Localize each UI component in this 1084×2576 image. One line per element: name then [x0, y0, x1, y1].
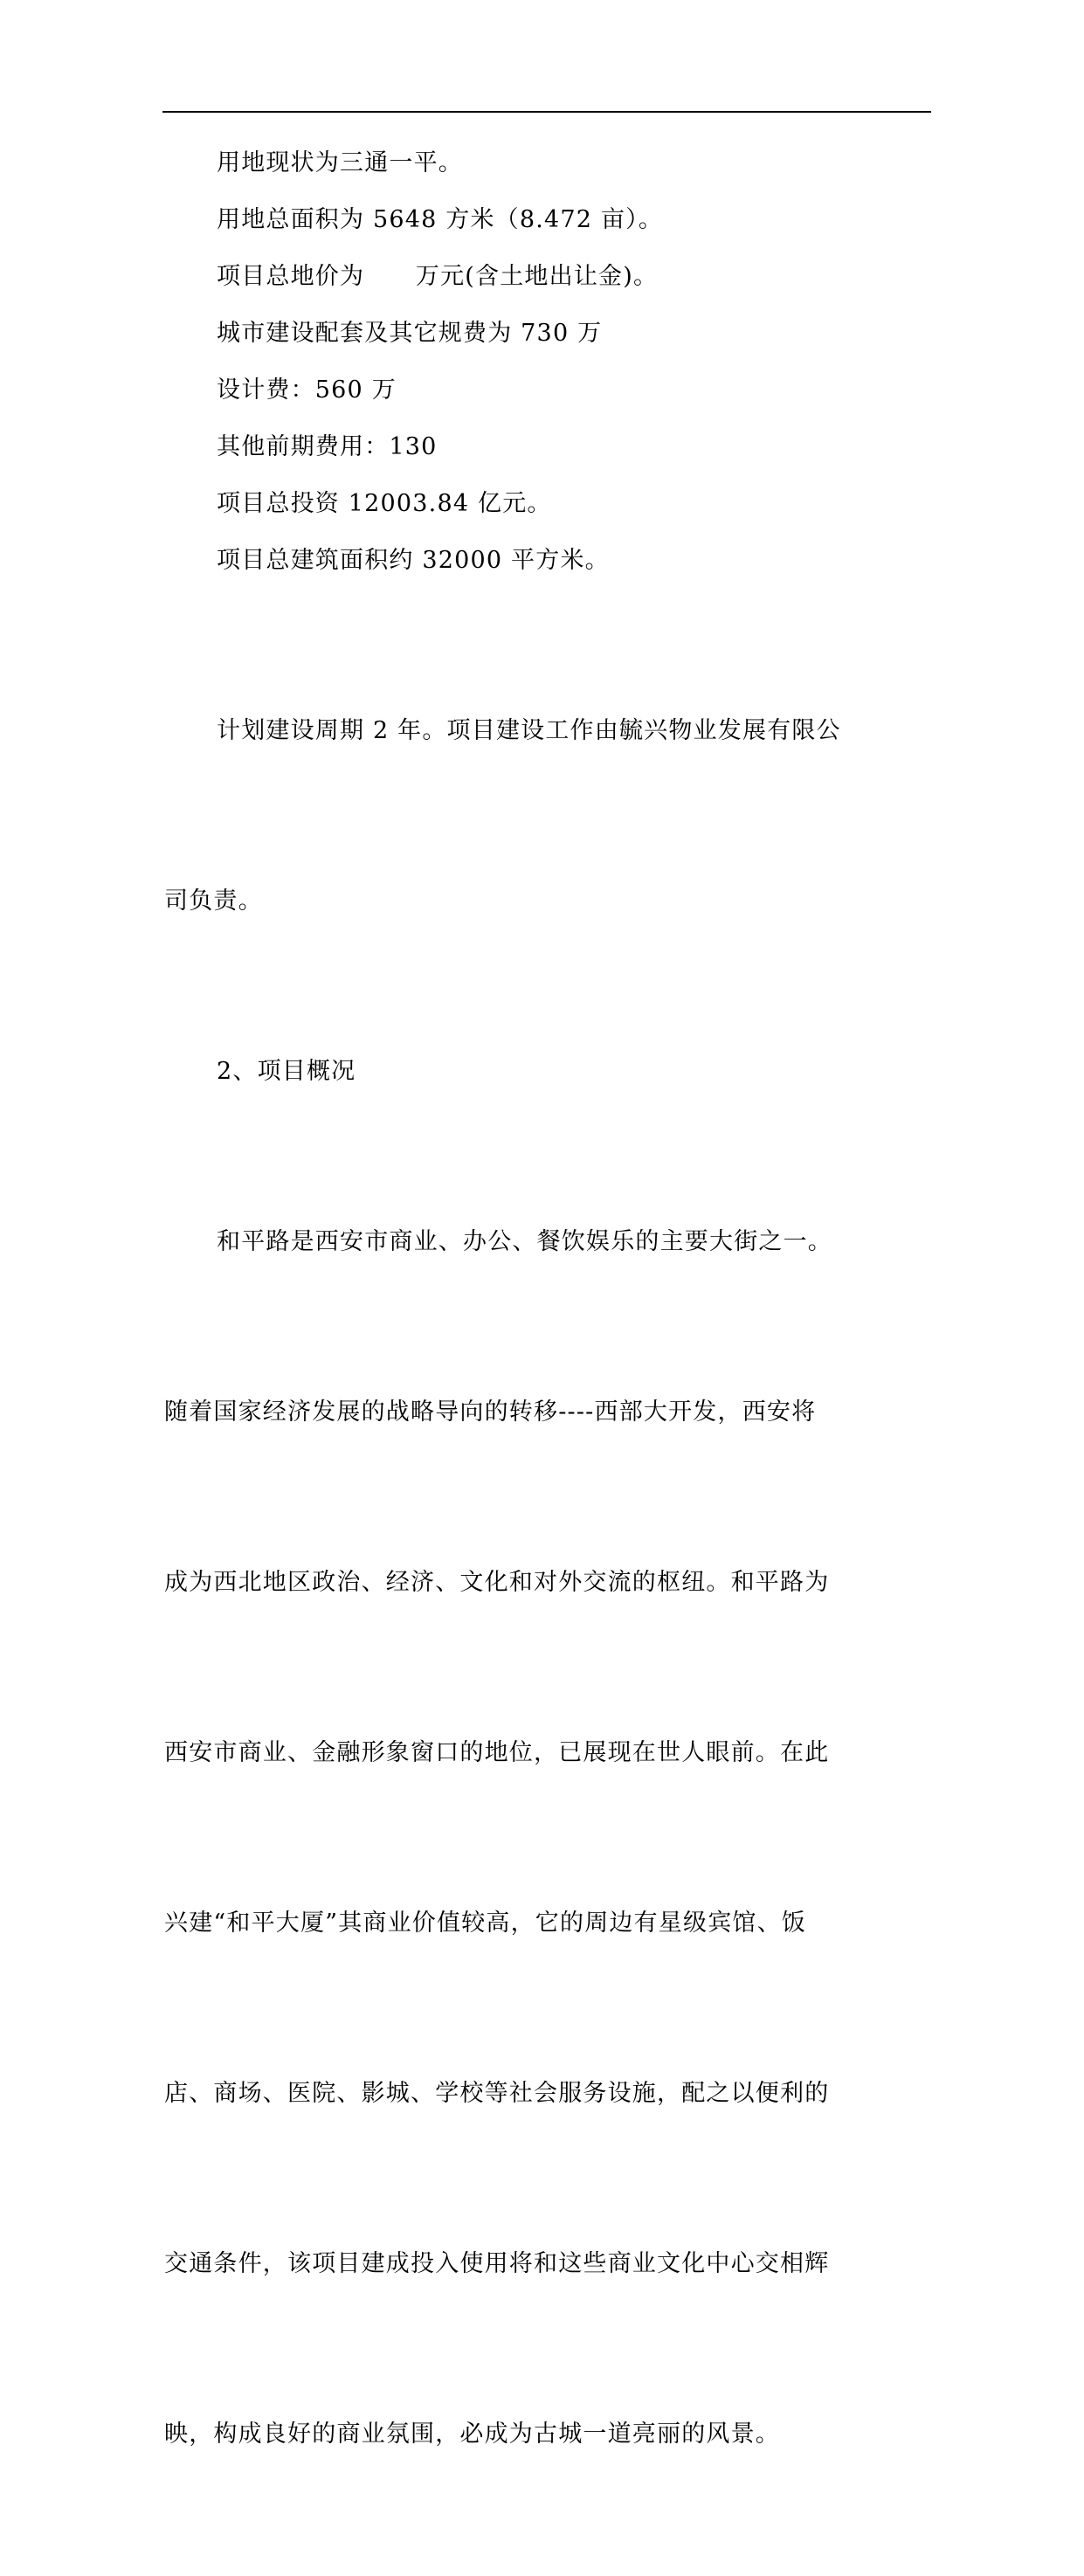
section-heading: 2、项目概况 — [217, 1058, 356, 1085]
land-area-line: 用地总面积为 5648 方米（8.472 亩）。 — [217, 206, 664, 233]
land-price-line: 项目总地价为 万元(含土地出让金)。 — [217, 263, 659, 290]
other-fees-line: 其他前期费用：130 — [217, 433, 438, 460]
header-rule — [162, 111, 931, 113]
document-body — [164, 135, 856, 2576]
design-fee-line: 设计费：560 万 — [217, 376, 397, 404]
schedule-paragraph: 计划建设周期 2 年。项目建设工作由毓兴物业发展有限公 司负责。 — [164, 717, 841, 915]
land-status-line: 用地现状为三通一平。 — [217, 149, 463, 176]
overview-paragraph: 和平路是西安市商业、办公、餐饮娱乐的主要大街之一。 随着国家经济发展的战略导向的转移----西部大开发，西安将 成为西北地区政治、经济、文化和对外交流的枢纽。和平路为 西安市商业、金融形象窗口的地位，已展现在世人眼前。在此 兴建“和平大厦”其商业价值较高，它的周边有星级宾馆、饭 店、商场、医院、影城、学校等社会服务设施，配之以便利的 交通条件，该项目建成投入使用将和这些商业文化中心交相辉 映，构成良好的商业氛围，必成为古城一道亮丽的风景。 — [164, 1228, 832, 2448]
total-investment-line: 项目总投资 12003.84 亿元。 — [217, 490, 552, 517]
total-floor-area-line: 项目总建筑面积约 32000 平方米。 — [217, 547, 610, 574]
city-fees-line: 城市建设配套及其它规费为 730 万 — [217, 320, 603, 347]
